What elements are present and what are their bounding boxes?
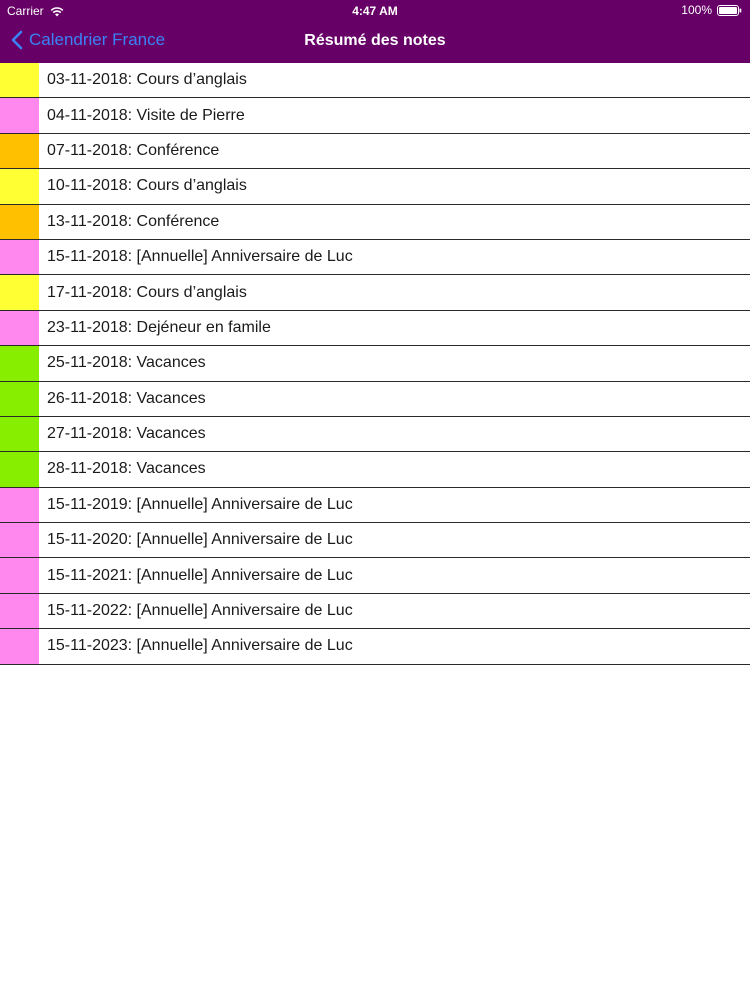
note-row[interactable] bbox=[0, 63, 750, 98]
note-text: 13-11-2018: Conférence bbox=[47, 212, 220, 230]
note-text: 26-11-2018: Vacances bbox=[47, 389, 206, 407]
page-title: Résumé des notes bbox=[304, 32, 446, 49]
note-color-swatch bbox=[0, 594, 39, 628]
status-bar bbox=[0, 0, 750, 22]
note-text: 28-11-2018: Vacances bbox=[47, 460, 206, 478]
note-text: 17-11-2018: Cours d’anglais bbox=[47, 283, 247, 301]
note-text: 15-11-2019: [Annuelle] Anniversaire de Luc bbox=[47, 495, 353, 513]
note-text: 15-11-2021: [Annuelle] Anniversaire de Luc bbox=[47, 566, 353, 584]
carrier-label: Carrier bbox=[7, 4, 44, 18]
note-color-swatch bbox=[0, 346, 39, 380]
note-color-swatch bbox=[0, 205, 39, 239]
note-row[interactable] bbox=[0, 240, 750, 275]
notes-list bbox=[0, 63, 750, 665]
note-text: 15-11-2023: [Annuelle] Anniversaire de Luc bbox=[47, 637, 353, 655]
note-color-swatch bbox=[0, 98, 39, 132]
note-row[interactable] bbox=[0, 346, 750, 381]
note-text: 07-11-2018: Conférence bbox=[47, 141, 220, 159]
status-right bbox=[681, 3, 742, 17]
app-header bbox=[0, 0, 750, 63]
note-row[interactable] bbox=[0, 169, 750, 204]
note-row[interactable] bbox=[0, 134, 750, 169]
note-row[interactable] bbox=[0, 382, 750, 417]
nav-bar bbox=[0, 22, 750, 63]
battery-icon bbox=[717, 5, 742, 16]
note-color-swatch bbox=[0, 311, 39, 345]
note-text: 27-11-2018: Vacances bbox=[47, 425, 206, 443]
note-color-swatch bbox=[0, 275, 39, 309]
note-color-swatch bbox=[0, 558, 39, 592]
note-row[interactable] bbox=[0, 205, 750, 240]
note-text: 10-11-2018: Cours d’anglais bbox=[47, 177, 247, 195]
note-row[interactable] bbox=[0, 594, 750, 629]
note-row[interactable] bbox=[0, 275, 750, 310]
note-color-swatch bbox=[0, 169, 39, 203]
note-row[interactable] bbox=[0, 311, 750, 346]
note-text: 15-11-2020: [Annuelle] Anniversaire de Luc bbox=[47, 531, 353, 549]
note-text: 04-11-2018: Visite de Pierre bbox=[47, 106, 245, 124]
battery-percent: 100% bbox=[681, 3, 712, 17]
status-time: 4:47 AM bbox=[352, 4, 398, 18]
back-button-label: Calendrier France bbox=[29, 30, 166, 49]
note-color-swatch bbox=[0, 629, 39, 663]
note-text: 15-11-2018: [Annuelle] Anniversaire de Luc bbox=[47, 248, 353, 266]
note-text: 15-11-2022: [Annuelle] Anniversaire de Luc bbox=[47, 602, 353, 620]
note-color-swatch bbox=[0, 417, 39, 451]
note-text: 23-11-2018: Dejéneur en famile bbox=[47, 318, 271, 336]
note-row[interactable] bbox=[0, 488, 750, 523]
note-color-swatch bbox=[0, 134, 39, 168]
note-row[interactable] bbox=[0, 452, 750, 487]
note-row[interactable] bbox=[0, 629, 750, 664]
note-color-swatch bbox=[0, 488, 39, 522]
note-text: 03-11-2018: Cours d’anglais bbox=[47, 71, 247, 89]
note-color-swatch bbox=[0, 452, 39, 486]
note-color-swatch bbox=[0, 240, 39, 274]
note-color-swatch bbox=[0, 382, 39, 416]
note-text: 25-11-2018: Vacances bbox=[47, 354, 206, 372]
note-row[interactable] bbox=[0, 523, 750, 558]
note-row[interactable] bbox=[0, 558, 750, 593]
note-row[interactable] bbox=[0, 417, 750, 452]
note-row[interactable] bbox=[0, 98, 750, 133]
note-color-swatch bbox=[0, 63, 39, 97]
note-color-swatch bbox=[0, 523, 39, 557]
